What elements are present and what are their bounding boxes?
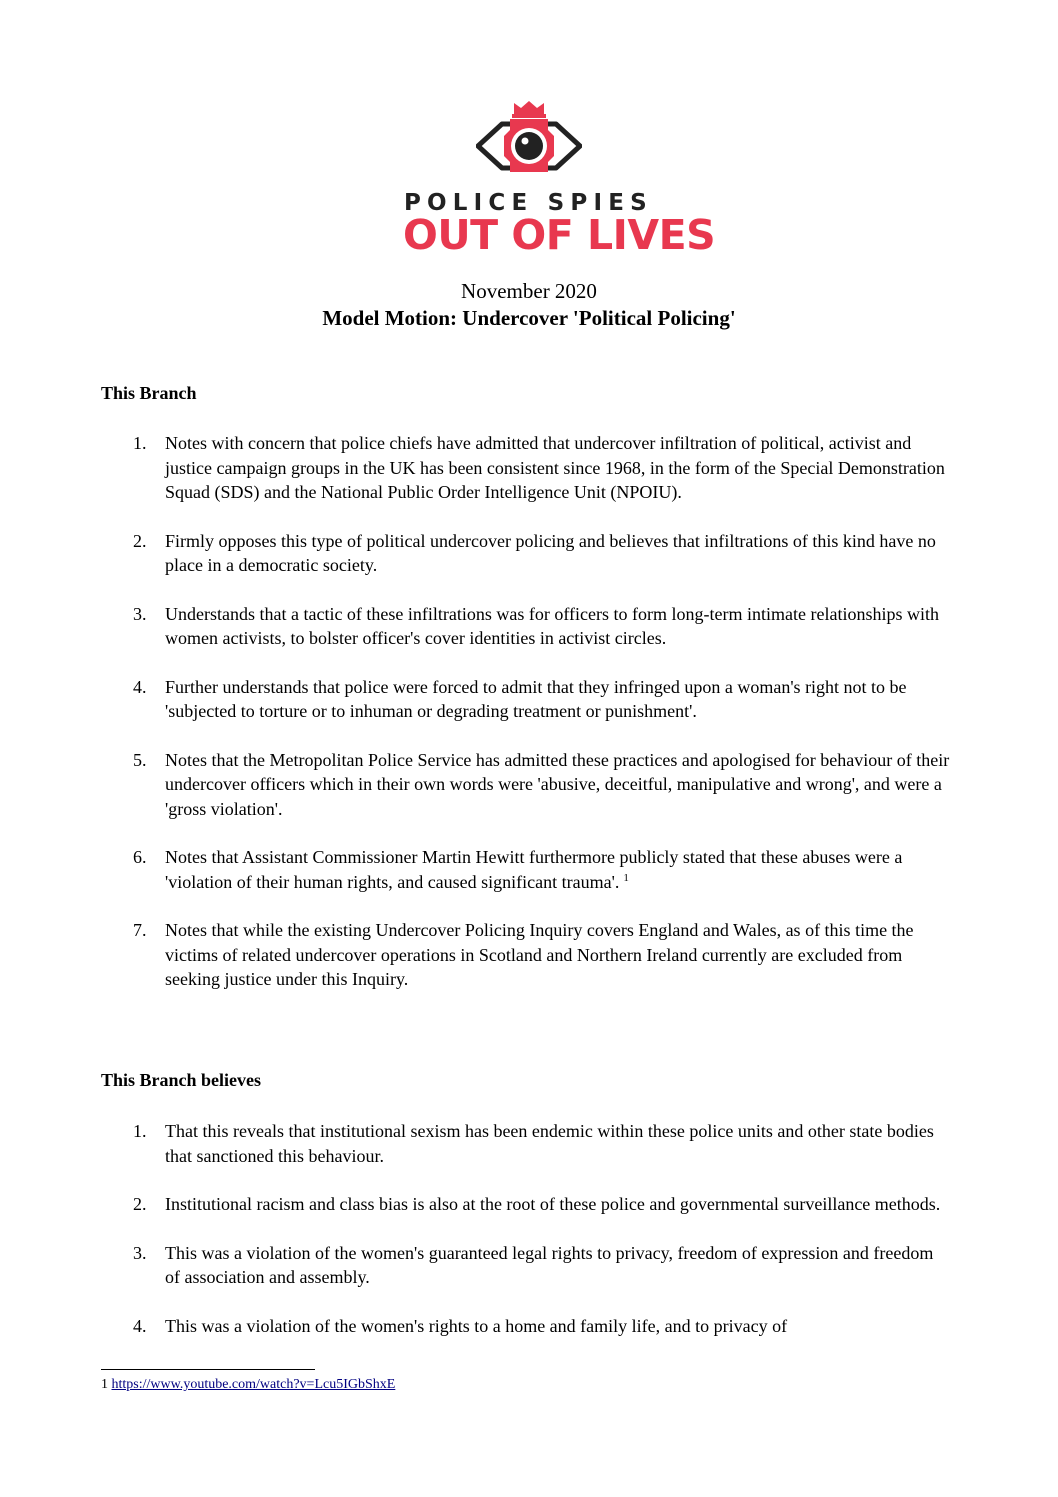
item-text: Notes that while the existing Undercover Policing Inquiry covers England and Wales, as of this time the victims of related undercover operations in Scotland and Northern Ireland currently are excluded from seeking justice under this Inquiry. [165, 920, 914, 989]
item-number: 4. [133, 1315, 147, 1336]
motion-list-notes [101, 431, 951, 1016]
list-item [101, 748, 951, 822]
item-text: Notes that Assistant Commissioner Martin Hewitt furthermore publicly stated that these abuses were a 'violation of their human rights, and caused significant trauma'. [165, 847, 903, 892]
footnote-number: 1 [101, 1377, 108, 1392]
logo-text-main: OUT OF LIVES [403, 211, 716, 259]
list-item [101, 431, 951, 505]
list-item [101, 845, 951, 894]
footnote-divider [101, 1369, 315, 1370]
footnote-link[interactable]: https://www.youtube.com/watch?v=Lcu5IGbShxE [111, 1377, 396, 1392]
item-text: Further understands that police were forced to admit that they infringed upon a woman's right not to be 'subjected to torture or to inhuman or degrading treatment or punishment'. [165, 676, 907, 721]
item-text: Understands that a tactic of these infiltrations was for officers to form long-term intimate relationships with women activists, to bolster officer's cover identities in activist circles. [165, 603, 939, 648]
list-item [101, 529, 951, 578]
item-number: 1. [133, 1121, 147, 1141]
list-item [101, 1241, 951, 1290]
item-number: 3. [133, 603, 147, 624]
crowned-eye-icon [476, 100, 582, 186]
logo [403, 100, 716, 259]
list-item [101, 1192, 951, 1217]
item-text: That this reveals that institutional sexism has been endemic within these police units and other state bodies that sanctioned this behaviour. [165, 1121, 934, 1166]
list-item [101, 675, 951, 724]
item-text: This was a violation of the women's rights to a home and family life, and to privacy of [165, 1315, 788, 1336]
footnote-reference[interactable]: 1 [623, 871, 629, 884]
footnote [101, 1377, 395, 1393]
item-number: 6. [133, 847, 147, 867]
list-item [101, 918, 951, 992]
section-heading-believes: This Branch believes [101, 1070, 262, 1090]
document-date: November 2020 [461, 279, 597, 303]
item-number: 2. [133, 1194, 147, 1214]
motion-list-believes [101, 1119, 951, 1362]
item-number: 7. [133, 920, 147, 940]
item-text: Institutional racism and class bias is also at the root of these police and governmental surveillance methods. [165, 1194, 941, 1214]
item-number: 4. [133, 676, 147, 697]
item-text: This was a violation of the women's guaranteed legal rights to privacy, freedom of expression and freedom of association and assembly. [165, 1242, 934, 1287]
list-item [101, 1119, 951, 1168]
item-number: 1. [133, 433, 147, 453]
item-number: 2. [133, 530, 147, 551]
item-text: Notes that the Metropolitan Police Service has admitted these practices and apologised for behaviour of their undercover officers which in their own words were 'abusive, deceitful, manipulative and wrong', and were a 'gross violation'. [165, 749, 950, 819]
document-title: Model Motion: Undercover 'Political Policing' [322, 306, 736, 330]
item-text: Firmly opposes this type of political undercover policing and believes that infiltrations of this kind have no place in a democratic society. [165, 530, 936, 575]
list-item [101, 1314, 951, 1339]
logo-text-top: POLICE SPIES [404, 190, 653, 216]
item-text: Notes with concern that police chiefs have admitted that undercover infiltration of political, activist and justice campaign groups in the UK has been consistent since 1968, in the form of the Special Demonstration Squad (SDS) and the National Public Order Intelligence Unit (NPOIU). [165, 433, 945, 502]
item-number: 5. [133, 749, 147, 770]
item-number: 3. [133, 1242, 147, 1263]
section-heading-branch: This Branch [101, 383, 197, 403]
list-item [101, 602, 951, 651]
